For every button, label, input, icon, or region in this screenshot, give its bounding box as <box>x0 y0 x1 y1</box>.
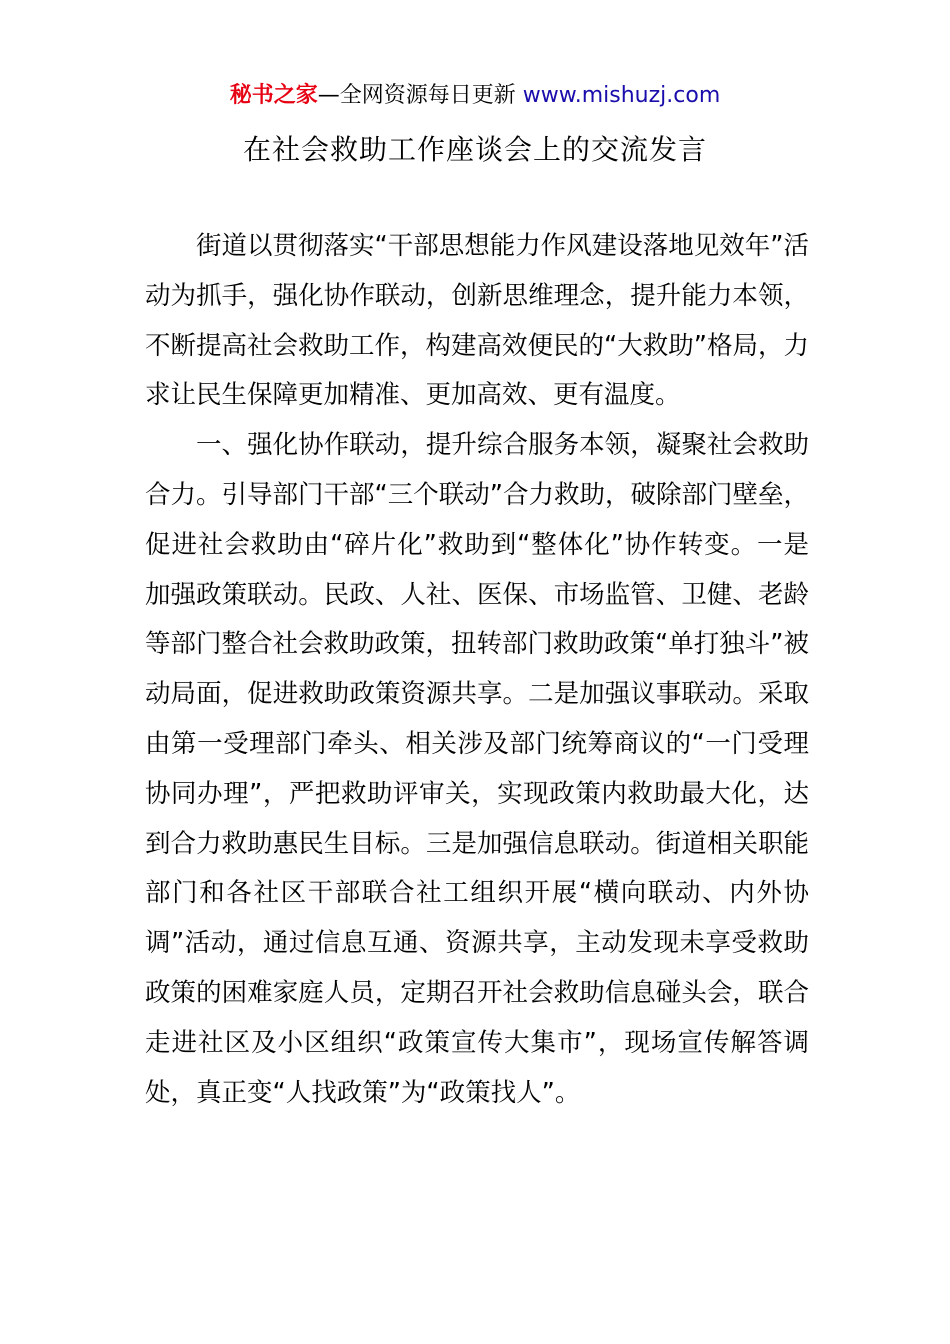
site-header <box>0 80 950 112</box>
paragraph-intro: 街道以贯彻落实“干部思想能力作风建设落地见效年”活动为抓手，强化协作联动，创新思维理念，提升能力本领，不断提高社会救助工作，构建高效便民的“大救助”格局，力求让民生保障更加精准、更加高效、更有温度。 <box>145 231 809 411</box>
site-url-link[interactable]: www.mishuzj.com <box>522 83 721 108</box>
paragraph-section-one: 一、强化协作联动，提升综合服务本领，凝聚社会救助合力。引导部门干部“三个联动”合力救助，破除部门壁垒，促进社会救助由“碎片化”救助到“整体化”协作转变。一是加强政策联动。民政、人社、医保、市场监管、卫健、老龄等部门整合社会救助政策，扭转部门救助政策“单打独斗”被动局面，促进救助政策资源共享。二是加强议事联动。采取由第一受理部门牵头、相关涉及部门统筹商议的“一门受理协同办理”，严把救助评审关，实现政策内救助最大化，达到合力救助惠民生目标。三是加强信息联动。街道相关职能部门和各社区干部联合社工组织开展“横向联动、内外协调”活动，通过信息互通、资源共享，主动发现未享受救助政策的困难家庭人员，定期召开社会救助信息碰头会，联合走进社区及小区组织“政策宣传大集市”，现场宣传解答调处，真正变“人找政策”为“政策找人”。 <box>145 430 809 1108</box>
site-tagline: —全网资源每日更新 <box>317 83 516 108</box>
document-title: 在社会救助工作座谈会上的交流发言 <box>242 133 707 166</box>
site-brand: 秘书之家 <box>229 83 318 108</box>
document-body <box>145 222 809 1118</box>
